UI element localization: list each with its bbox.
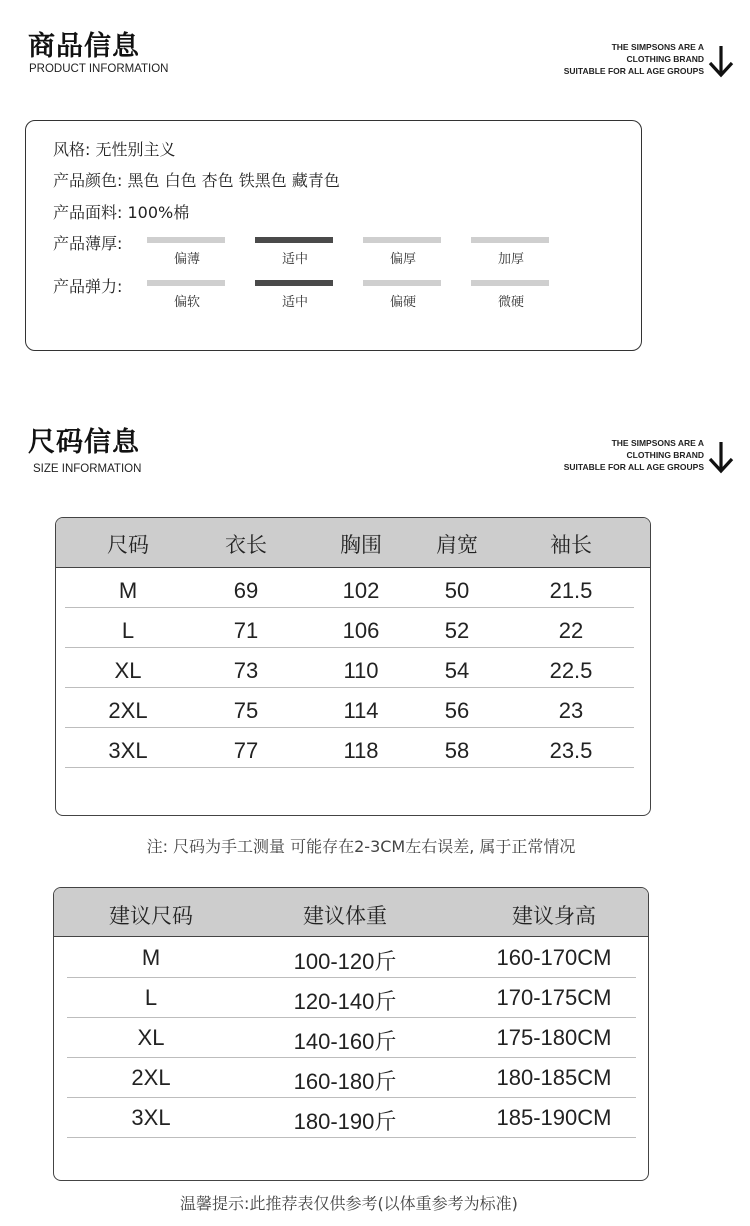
size-table-cell: L — [121, 618, 135, 643]
recommend-table-row-divider — [67, 1057, 636, 1058]
size-table-column-header: 衣长 — [225, 533, 267, 557]
recommend-table-row-divider — [67, 1137, 636, 1138]
size-table-cell: 118 — [343, 738, 379, 763]
brand-tagline — [564, 41, 704, 77]
size-table-column-header: 肩宽 — [436, 533, 478, 557]
thickness-bar-2 — [363, 237, 441, 243]
elasticity-option-label: 适中 — [281, 295, 308, 310]
thickness-option-label: 偏薄 — [173, 252, 200, 267]
recommend-table-cell: 175-180CM — [496, 1025, 612, 1050]
recommend-table-column-header: 建议体重 — [303, 904, 387, 928]
brand-tagline — [564, 437, 704, 473]
thickness-option-label: 偏厚 — [389, 252, 416, 267]
size-table-row-divider — [65, 607, 634, 608]
recommend-table — [53, 887, 649, 1181]
brand-line: SUITABLE FOR ALL AGE GROUPS — [563, 66, 704, 76]
size-table-cell: 23 — [558, 698, 584, 723]
size-table-cell: 54 — [444, 658, 470, 683]
down-arrow-icon — [708, 440, 734, 474]
recommend-table-cell: 3XL — [131, 1105, 171, 1130]
recommend-table-cell: 160-180斤 — [293, 1069, 397, 1094]
size-table-cell: 114 — [343, 698, 379, 723]
recommend-table-cell: 170-175CM — [496, 985, 612, 1010]
recommend-table-cell: 185-190CM — [496, 1105, 612, 1130]
recommend-table-column-header: 建议尺码 — [109, 904, 193, 928]
size-table-cell: 22 — [558, 618, 584, 643]
size-table-row-divider — [65, 647, 634, 648]
size-info-subtitle: SIZE INFORMATION — [33, 463, 142, 475]
brand-line: THE SIMPSONS ARE A — [611, 42, 704, 52]
size-table-row-divider — [65, 767, 634, 768]
size-table-cell: 3XL — [108, 738, 148, 763]
recommend-table-cell: 180-185CM — [496, 1065, 612, 1090]
size-table-cell: 71 — [233, 618, 259, 643]
recommend-table-row-divider — [67, 977, 636, 978]
color-line: 产品颜色: 黑色 白色 杏色 铁黑色 藏青色 — [53, 171, 340, 190]
size-table-cell: 52 — [444, 618, 470, 643]
thickness-bar-3 — [471, 237, 549, 243]
brand-line: THE SIMPSONS ARE A — [611, 438, 704, 448]
size-table-cell: 58 — [444, 738, 470, 763]
fabric-line: 产品面料: 100%棉 — [53, 203, 190, 222]
style-line: 风格: 无性别主义 — [53, 140, 176, 159]
down-arrow-icon — [708, 44, 734, 78]
recommend-table-column-header: 建议身高 — [512, 904, 596, 928]
product-info-title: 商品信息 — [28, 31, 140, 62]
size-table-cell: 56 — [444, 698, 470, 723]
recommend-table-cell: 120-140斤 — [293, 989, 397, 1014]
elasticity-label: 产品弹力: — [53, 277, 123, 296]
elasticity-bar-2 — [363, 280, 441, 286]
size-table-cell: 75 — [233, 698, 259, 723]
size-table-row-divider — [65, 687, 634, 688]
brand-line: SUITABLE FOR ALL AGE GROUPS — [563, 462, 704, 472]
size-table-column-header: 袖长 — [550, 533, 592, 557]
size-table-cell: 21.5 — [549, 578, 593, 603]
recommend-table-cell: 2XL — [131, 1065, 171, 1090]
size-note: 注: 尺码为手工测量 可能存在2-3CM左右误差, 属于正常情况 — [146, 837, 576, 856]
recommend-table-cell: L — [144, 985, 158, 1010]
size-table-cell: 69 — [233, 578, 259, 603]
size-table-cell: 22.5 — [549, 658, 593, 683]
recommend-table-cell: XL — [137, 1025, 165, 1050]
size-table-cell: 2XL — [108, 698, 148, 723]
thickness-bar-0 — [147, 237, 225, 243]
elasticity-bar-1 — [255, 280, 333, 286]
recommend-table-cell: 160-170CM — [496, 945, 612, 970]
thickness-option-label: 适中 — [281, 252, 308, 267]
elasticity-option-label: 偏软 — [173, 295, 200, 310]
size-table-cell: 110 — [343, 658, 379, 683]
elasticity-option-label: 微硬 — [497, 295, 524, 310]
size-table-cell: 106 — [342, 618, 380, 643]
recommend-table-cell: 140-160斤 — [293, 1029, 397, 1054]
size-info-title: 尺码信息 — [28, 427, 140, 458]
elasticity-option-label: 偏硬 — [389, 295, 416, 310]
size-table-cell: 77 — [233, 738, 259, 763]
brand-line: CLOTHING BRAND — [626, 450, 704, 460]
size-table-column-header: 胸围 — [340, 533, 382, 557]
thickness-label: 产品薄厚: — [53, 234, 123, 253]
recommend-table-row-divider — [67, 1097, 636, 1098]
size-table-row-divider — [65, 727, 634, 728]
thickness-bar-1 — [255, 237, 333, 243]
size-table-cell: M — [118, 578, 138, 603]
recommend-table-cell: M — [141, 945, 161, 970]
size-table-cell: 102 — [342, 578, 380, 603]
size-table-cell: 73 — [233, 658, 259, 683]
thickness-option-label: 加厚 — [497, 252, 524, 267]
brand-line: CLOTHING BRAND — [626, 54, 704, 64]
product-info-subtitle: PRODUCT INFORMATION — [29, 63, 169, 75]
recommend-table-cell: 100-120斤 — [293, 949, 397, 974]
recommend-note: 温馨提示:此推荐表仅供参考(以体重参考为标准) — [180, 1194, 518, 1213]
elasticity-bar-3 — [471, 280, 549, 286]
size-table-cell: XL — [114, 658, 142, 683]
recommend-table-cell: 180-190斤 — [293, 1109, 397, 1134]
size-table-cell: 50 — [444, 578, 470, 603]
elasticity-bar-0 — [147, 280, 225, 286]
recommend-table-row-divider — [67, 1017, 636, 1018]
size-table — [55, 517, 651, 816]
size-table-column-header: 尺码 — [107, 533, 149, 557]
size-table-cell: 23.5 — [549, 738, 593, 763]
